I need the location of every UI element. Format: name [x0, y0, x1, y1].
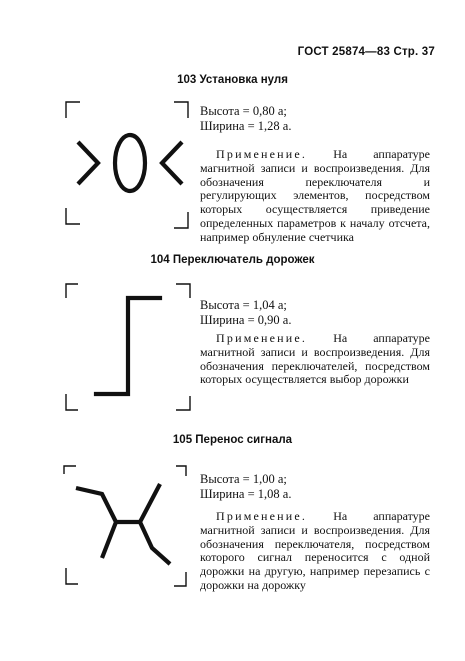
page-header: ГОСТ 25874—83 Стр. 37	[297, 46, 435, 58]
application-text-104: На аппаратуре магнитной записи и воспроизведения. Для обозначения переключателей, посредством которых осуществляется выбор дорожки	[200, 331, 430, 387]
section-title-105: 105 Перенос сигнала	[172, 434, 293, 446]
signal-transfer-symbol	[58, 462, 194, 594]
description-105	[200, 510, 430, 593]
application-label-104: Применение.	[216, 331, 308, 345]
section-title-103: 103 Установка нуля	[177, 74, 288, 86]
track-switch-symbol	[58, 280, 198, 416]
application-label-105: Применение.	[216, 509, 308, 523]
width-103: Ширина = 1,28 а.	[200, 119, 292, 133]
height-103: Высота = 0,80 а;	[200, 104, 287, 118]
width-104: Ширина = 0,90 а.	[200, 313, 292, 327]
description-104	[200, 332, 430, 387]
width-105: Ширина = 1,08 а.	[200, 487, 292, 501]
height-104: Высота = 1,04 а;	[200, 298, 287, 312]
application-label-103: Применение.	[216, 147, 308, 161]
application-text-105: На аппаратуре магнитной записи и воспроизведения. Для обозначения переключателя, посредством которого сигнал переносится с одной дорожки на другую, например перезапись с дорожки на дорожку	[200, 509, 430, 592]
description-103	[200, 148, 430, 245]
application-text-103: На аппаратуре магнитной записи и воспроизведения. Для обозначения переключателя и регулирующих элементов, посредством которых осуществляется приведение определенных параметров к началу отсчета, например обнуление счетчика	[200, 147, 430, 244]
zero-setting-symbol	[58, 100, 194, 232]
section-title-104: 104 Переключатель дорожек	[150, 254, 315, 266]
height-105: Высота = 1,00 а;	[200, 472, 287, 486]
